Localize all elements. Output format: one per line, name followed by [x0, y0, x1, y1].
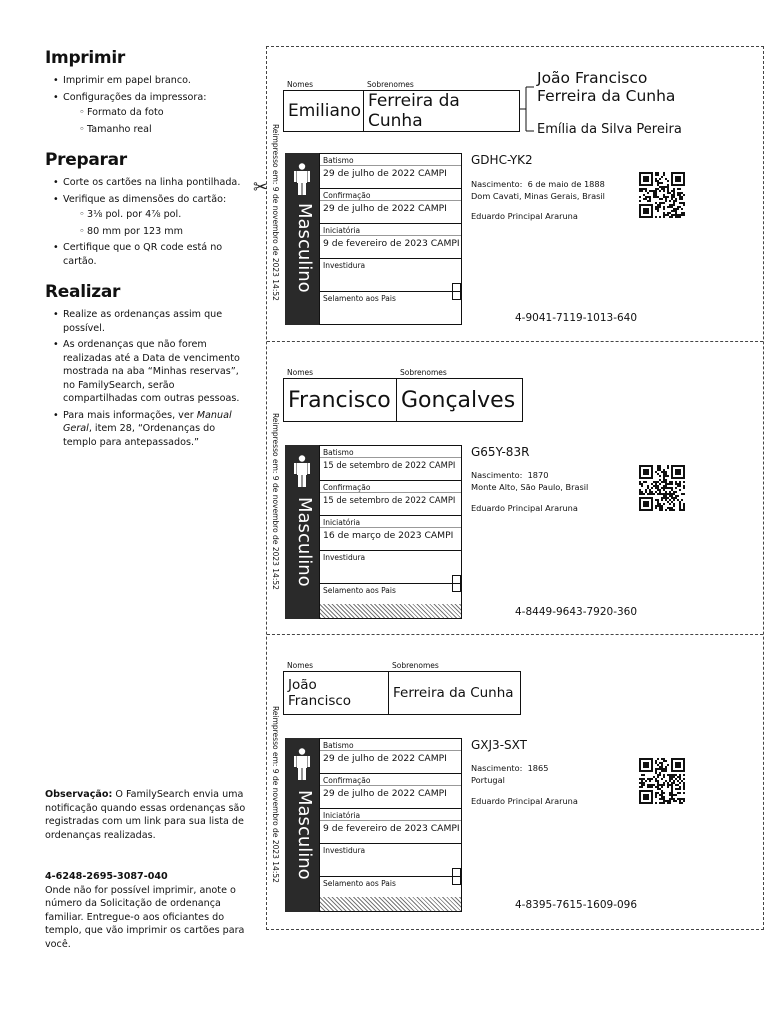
ordinance-row-confirmacao: Confirmação 15 de setembro de 2022 CAMPI: [320, 481, 461, 516]
section-realizar: [45, 282, 250, 449]
list-item: • Configurações da impressora: ◦ Formato da foto ◦ Tamanho real: [57, 91, 250, 137]
gender-bar: [285, 445, 319, 619]
gender-label: Masculino: [294, 497, 315, 587]
manual-link-text: Manual Geral: [63, 409, 232, 434]
checkbox[interactable]: [452, 291, 461, 300]
list-item: • As ordenanças que não forem realizadas até a Data de vencimento mostrada na aba “Minhas reservas”, no FamilySearch, serão compartilhadas com outras pessoas.: [57, 338, 250, 406]
ordinance-card-2: [267, 341, 763, 634]
list-item: • Para mais informações, ver Manual Geral, item 28, “Ordenanças do templo para antepassados.”: [57, 409, 250, 450]
card-request-number: 4-8449-9643-7920-360: [515, 606, 638, 618]
scissors-icon: ✂: [253, 177, 269, 198]
male-person-icon: [293, 748, 311, 780]
ordinance-card-1: [267, 47, 763, 341]
name-box: [283, 671, 521, 715]
ordinance-table: [319, 153, 462, 325]
person-id: G65Y-83R: [471, 445, 530, 459]
given-name-label: Nomes: [287, 80, 314, 89]
temple-worker: Eduardo Principal Araruna: [471, 503, 578, 513]
list-item: • Imprimir em papel branco.: [57, 74, 250, 88]
male-person-icon: [293, 455, 311, 487]
section-imprimir: [45, 48, 250, 136]
ordinance-row-batismo: Batismo 29 de julho de 2022 CAMPI: [320, 154, 461, 189]
ordinance-row-selamento: Selamento aos Pais: [320, 292, 461, 324]
ordinance-row-batismo: Batismo 15 de setembro de 2022 CAMPI: [320, 446, 461, 481]
observation-note: Observação: O FamilySearch envia uma notificação quando essas ordenanças são registradas com um link para sua lista de ordenanças realizadas.: [45, 789, 246, 841]
completed-pattern: [320, 604, 461, 618]
sub-list-item: ◦ Formato da foto: [79, 106, 250, 120]
gender-label: Masculino: [294, 203, 315, 293]
gender-bar: [285, 153, 319, 325]
gender-label: Masculino: [294, 790, 315, 880]
family-bracket: [520, 85, 538, 135]
surname: Ferreira da Cunha: [393, 685, 514, 701]
card-request-number: 4-8395-7615-1609-096: [515, 899, 638, 911]
gender-bar: [285, 738, 319, 912]
request-text: Onde não for possível imprimir, anote o número da Solicitação de ordenança familiar. Entregue-o aos oficiantes do templo, que vão imprimir os cartões para você.: [45, 884, 245, 950]
surname-label: Sobrenomes: [400, 368, 447, 377]
ordinance-row-selamento: Selamento aos Pais: [320, 584, 461, 618]
completed-pattern: [320, 897, 461, 911]
mother-name: Emília da Silva Pereira: [537, 122, 682, 137]
reprint-stamp: Reimpresso em: 9 de novembro de 2023 14:52: [271, 413, 280, 590]
surname: Gonçalves: [401, 387, 516, 413]
ordinance-row-investidura: Investidura: [320, 551, 461, 584]
male-person-icon: [293, 163, 311, 195]
name-box: [283, 90, 520, 132]
card-request-number: 4-9041-7119-1013-640: [515, 312, 638, 324]
given-name: Emiliano: [284, 91, 364, 131]
birth-info: Nascimento: 1870 Monte Alto, São Paulo, Brasil: [471, 470, 589, 492]
list-item: • Certifique que o QR code está no cartão.: [57, 241, 250, 268]
sub-list-item: ◦ 3⅛ pol. por 4⅞ pol.: [79, 208, 250, 222]
ordinance-row-batismo: Batismo 29 de julho de 2022 CAMPI: [320, 739, 461, 774]
checkbox[interactable]: [452, 583, 461, 592]
request-info: [45, 870, 250, 951]
list-item: • Realize as ordenanças assim que possível.: [57, 308, 250, 335]
list-item: • Verifique as dimensões do cartão: ◦ 3⅛ pol. por 4⅞ pol. ◦ 80 mm por 123 mm: [57, 193, 250, 239]
ordinance-row-iniciatoria: Iniciatória 9 de fevereiro de 2023 CAMPI: [320, 224, 461, 259]
ordinance-row-investidura: Investidura: [320, 259, 461, 292]
instructions-panel: [45, 48, 250, 463]
father-name: João Francisco Ferreira da Cunha: [537, 69, 676, 105]
sub-list-item: ◦ Tamanho real: [79, 123, 250, 137]
ordinance-table: [319, 738, 462, 912]
section-title-preparar: Preparar: [45, 150, 127, 170]
ordinance-row-iniciatoria: Iniciatória 16 de março de 2023 CAMPI: [320, 516, 461, 551]
ordinance-table: [319, 445, 462, 619]
person-id: GXJ3-SXT: [471, 738, 527, 752]
birth-info: Nascimento: 6 de maio de 1888 Dom Cavati, Minas Gerais, Brasil: [471, 179, 605, 201]
surname-label: Sobrenomes: [367, 80, 414, 89]
section-preparar: [45, 150, 250, 268]
family-request-number: 4-6248-2695-3087-040: [45, 871, 168, 882]
given-name-label: Nomes: [287, 368, 314, 377]
list-item: • Corte os cartões na linha pontilhada.: [57, 176, 250, 190]
qr-code-icon: [639, 172, 685, 218]
ordinance-cards-area: [253, 46, 764, 930]
sub-list-item: ◦ 80 mm por 123 mm: [79, 225, 250, 239]
temple-worker: Eduardo Principal Araruna: [471, 211, 578, 221]
ordinance-row-investidura: Investidura: [320, 844, 461, 877]
qr-code-icon: [639, 758, 685, 804]
reprint-stamp: Reimpresso em: 9 de novembro de 2023 14:52: [271, 124, 280, 301]
section-title-imprimir: Imprimir: [45, 48, 125, 68]
name-box: [283, 378, 523, 422]
checkbox[interactable]: [452, 876, 461, 885]
given-name: João Francisco: [284, 672, 389, 714]
ordinance-row-selamento: Selamento aos Pais: [320, 877, 461, 911]
given-name-label: Nomes: [287, 661, 314, 670]
ordinance-card-3: [267, 634, 763, 931]
given-name: Francisco: [284, 379, 397, 421]
surname: Ferreira da Cunha: [368, 91, 460, 131]
ordinance-row-confirmacao: Confirmação 29 de julho de 2022 CAMPI: [320, 774, 461, 809]
reprint-stamp: Reimpresso em: 9 de novembro de 2023 14:52: [271, 706, 280, 883]
ordinance-row-confirmacao: Confirmação 29 de julho de 2022 CAMPI: [320, 189, 461, 224]
person-id: GDHC-YK2: [471, 153, 533, 167]
surname-label: Sobrenomes: [392, 661, 439, 670]
section-title-realizar: Realizar: [45, 282, 121, 302]
birth-info: Nascimento: 1865 Portugal: [471, 763, 549, 785]
temple-worker: Eduardo Principal Araruna: [471, 796, 578, 806]
ordinance-row-iniciatoria: Iniciatória 9 de fevereiro de 2023 CAMPI: [320, 809, 461, 844]
qr-code-icon: [639, 465, 685, 511]
